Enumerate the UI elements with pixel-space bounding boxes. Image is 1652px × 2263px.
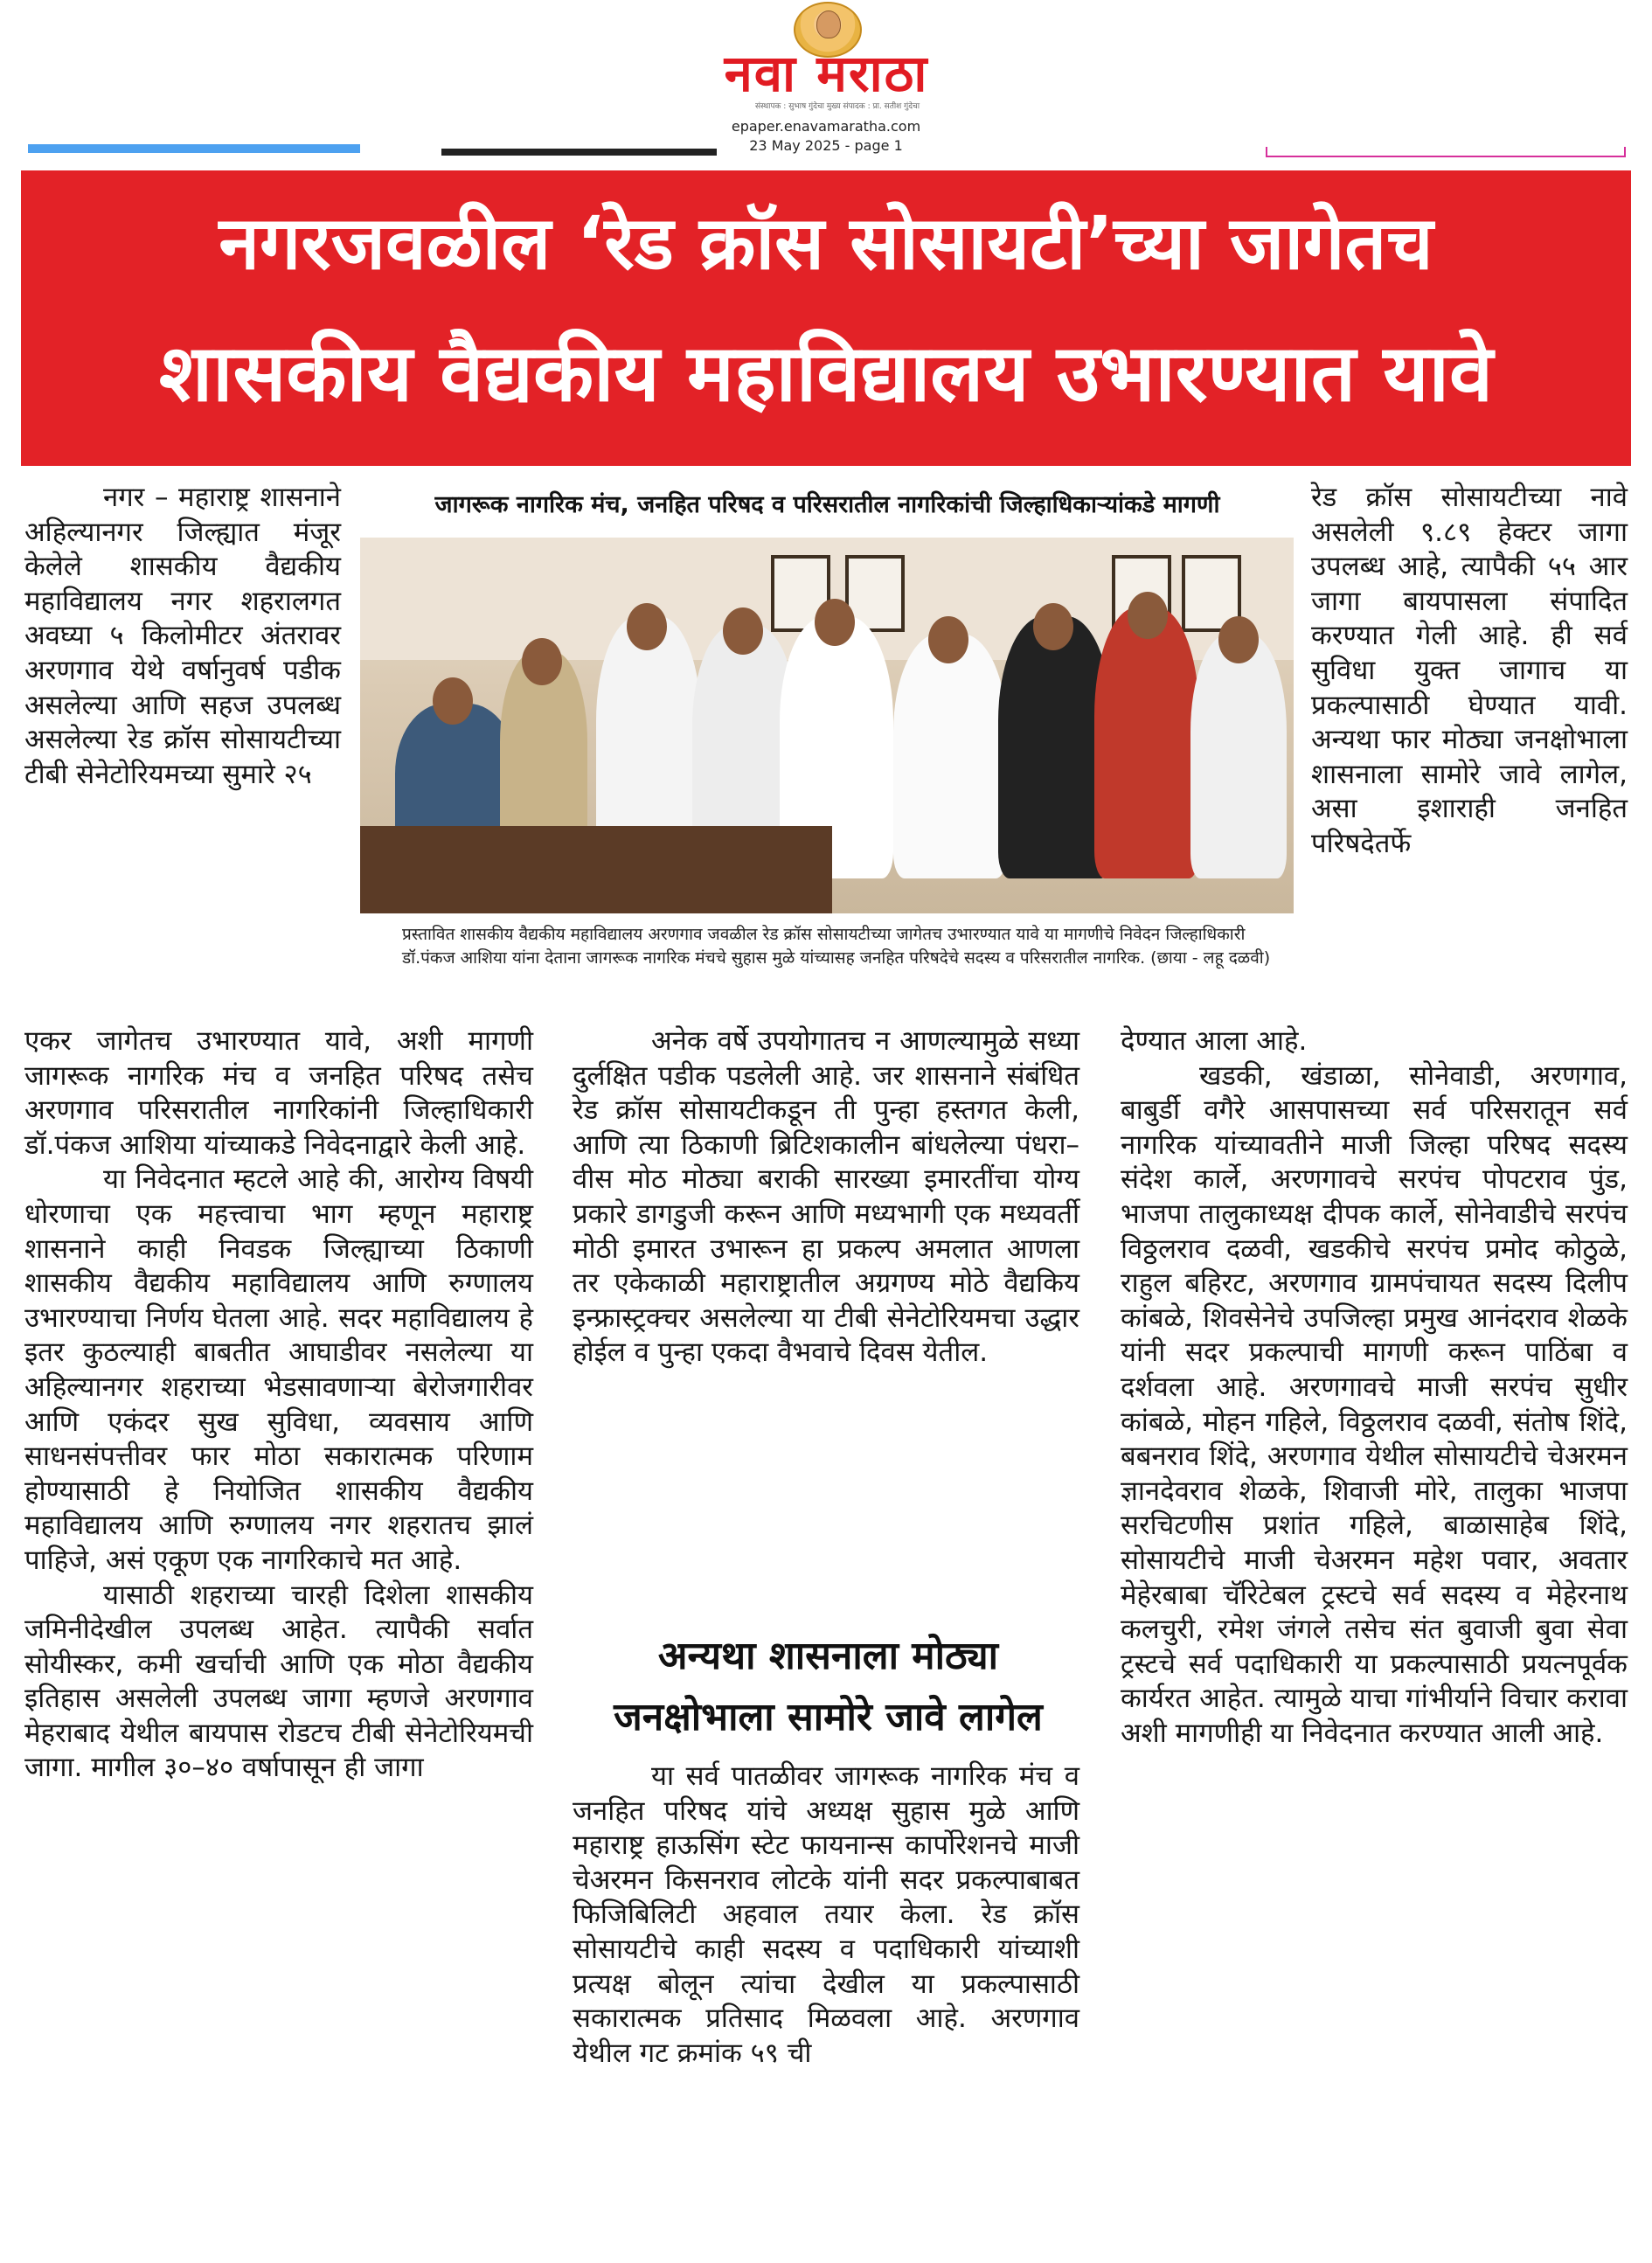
column-2-paragraph: या सर्व पातळीवर जागरूक नागरिक मंच व जनहित परिषद यांचे अध्यक्ष सुहास मुळे आणि महाराष्ट्र हाऊसिंग स्टेट फायनान्स कार्पोरेशनचे माजी चेअरमन किसनराव लोटके यांनी सदर प्रकल्पाबाबत फिजिबिलिटी अहवाल तयार केला. रेड क्रॉस सोसायटीचे काही सदस्य व पदाधिकारी यांच्याशी प्रत्यक्ष बोलून त्यांचा देखील या प्रकल्पासाठी सकारात्मक प्रतिसाद मिळवला आहे. अरणगाव येथील गट क्रमांक ५९ ची: [573, 1760, 1079, 2069]
column-3-bottom: [1121, 1024, 1628, 2248]
column-3-top: [1311, 481, 1628, 1023]
headline-line-1: नगरजवळील ‘रेड क्रॉस सोसायटी’च्या जागेतच: [219, 200, 1433, 286]
photo-person-head: [1033, 603, 1073, 650]
photo-person-head: [1128, 592, 1168, 639]
photo-person-head: [928, 616, 968, 663]
newspaper-logo: नवा मराठा: [724, 44, 929, 103]
column-2-paragraph: अनेक वर्षे उपयोगातच न आणल्यामुळे सध्या दुर्लक्षित पडीक पडलेली आहे. जर शासनाने संबंधित रेड क्रॉस सोसायटीकडून ती पुन्हा हस्तगत केली, आणि त्या ठिकाणी ब्रिटिशकालीन बांधलेल्या पंधरा–वीस मोठ मोठ्या बराकी सारख्या इमारतींचा योग्य प्रकारे डागडुजी करून आणि मध्यभागी एक मध्यवर्ती मोठी इमारत उभारून हा प्रकल्प अमलात आणला तर एकेकाळी महाराष्ट्रातील अग्रगण्य मोठे वैद्यकिय इन्फ्रास्ट्रक्चर असलेल्या या टीबी सेनेटोरियमचा उद्धार होईल व पुन्हा एकदा वैभवाचे दिवस येतील.: [573, 1025, 1079, 1369]
article-subheading: [559, 1626, 1097, 1748]
photo-person-head: [522, 638, 562, 685]
column-2-top: [573, 1024, 1079, 1610]
column-1-paragraph: एकर जागेतच उभारण्यात यावे, अशी मागणी जागरूक नागरिक मंच व जनहित परिषद तसेच अरणगाव परिसरातील नागरिकांनी जिल्हाधिकारी डॉ.पंकज आशिया यांच्याकडे निवेदनाद्वारे केली आहे.: [24, 1025, 533, 1161]
headline-line-2: शासकीय वैद्यकीय महाविद्यालय उभारण्यात यावे: [158, 328, 1493, 420]
photo-block: [354, 483, 1301, 995]
edition-date: 23 May 2025 - page 1: [749, 137, 903, 154]
epaper-url[interactable]: epaper.enavamaratha.com: [731, 118, 921, 135]
decorative-bar-middle: [441, 149, 717, 156]
photo-person-head: [815, 599, 855, 646]
photo-person-head: [1218, 616, 1259, 663]
news-photo: [360, 538, 1294, 913]
column-2-bottom: [573, 1760, 1079, 2249]
photo-desk: [360, 826, 832, 913]
photo-person: [1190, 634, 1287, 878]
column-1-bottom: [24, 1024, 533, 2248]
decorative-bar-right: [1266, 147, 1626, 157]
column-1-top: [24, 481, 341, 1023]
portrait-face-icon: [816, 10, 841, 38]
column-3-paragraph: देण्यात आला आहे.: [1121, 1025, 1308, 1057]
photo-caption: प्रस्तावित शासकीय वैद्यकीय महाविद्यालय अरणगाव जवळील रेड क्रॉस सोसायटीच्या जागेतच उभारण्यात यावे या मागणीचे निवेदन जिल्हाधिकारी डॉ.पंकज आशिया यांना देताना जागरूक नागरिक मंचचे सुहास मुळे यांच्यासह जनहित परिषदेचे सदस्य व परिसरातील नागरिक. (छाया - लहू दळवी): [402, 925, 1271, 968]
subheading-line-2: जनक्षोभाला सामोरे जावे लागेल: [614, 1695, 1043, 1739]
photo-person: [1094, 607, 1199, 878]
logo-tagline: संस्थापक : सुभाष गुंदेचा मुख्य संपादक : प्रा. सतीश गुंदेचा: [754, 102, 920, 111]
article-lead-paragraph: नगर – महाराष्ट्र शासनाने अहिल्यानगर जिल्ह्यात मंजूर केलेले शासकीय वैद्यकीय महाविद्यालय नगर शहरालगत अवघ्या ५ किलोमीटर अंतरावर अरणगाव येथे वर्षानुवर्ष पडीक असलेल्या आणि सहज उपलब्ध असलेल्या रेड क्रॉस सोसायटीच्या टीबी सेनेटोरियमच्या सुमारे २५: [24, 482, 341, 790]
photo-person-head: [433, 677, 473, 725]
photo-heading: जागरूक नागरिक मंच, जनहित परिषद व परिसरातील नागरिकांची जिल्हाधिकाऱ्यांकडे मागणी: [434, 491, 1220, 518]
column-3-paragraph: खडकी, खंडाळा, सोनेवाडी, अरणगाव, बाबुर्डी वगैरे आसपासच्या सर्व परिसरातून सर्व नागरिक यांच्यावतीने माजी जिल्हा परिषद सदस्य संदेश कार्ले, अरणगावचे सरपंच पोपटराव पुंड, भाजपा तालुकाध्यक्ष दीपक कार्ले, सोनेवाडीचे सरपंच विठ्ठलराव दळवी, खडकीचे सरपंच प्रमोद कोठुळे, राहुल बहिरट, अरणगाव ग्रामपंचायत सदस्य दिलीप कांबळे, शिवसेनेचे उपजिल्हा प्रमुख आनंदराव शेळके यांनी सदर प्रकल्पाची मागणी करून पाठिंबा व दर्शवला आहे. अरणगावचे माजी सरपंच सुधीर कांबळे, मोहन गहिले, विठ्ठलराव दळवी, संतोष शिंदे, बबनराव शिंदे, अरणगाव येथील सोसायटीचे चेअरमन ज्ञानदेवराव शेळके, शिवाजी मोरे, तालुका भाजपा सरचिटणीस प्रशांत गहिले, बाळासाहेब शिंदे, सोसायटीचे माजी चेअरमन महेश पवार, अवतार मेहेरबाबा चॅरिटेबल ट्रस्टचे सर्व सदस्य व मेहेरनाथ कलचुरी, रमेश जंगले तसेच संत बुवाजी बुवा सेवा ट्रस्टचे सर्व पदाधिकारी या प्रकल्पासाठी प्रयत्नपूर्वक कार्यरत आहेत. त्यामुळे याचा गांभीर्याने विचार करावा अशी मागणीही या निवेदनात करण्यात आली आहे.: [1121, 1059, 1628, 1749]
photo-person-head: [627, 603, 667, 650]
photo-person: [893, 634, 1007, 878]
headline-banner: [21, 170, 1631, 466]
decorative-bar-left: [28, 144, 360, 153]
masthead: [0, 0, 1652, 157]
column-1-paragraph: यासाठी शहराच्या चारही दिशेला शासकीय जमिनीदेखील उपलब्ध आहेत. त्यापैकी सर्वात सोयीस्कर, कमी खर्चाची आणि एक मोठा वैद्यकीय इतिहास असलेली उपलब्ध जागा म्हणजे अरणगाव मेहराबाद येथील बायपास रोडटच टीबी सेनेटोरियमची जागा. मागील ३०–४० वर्षापासून ही जागा: [24, 1579, 533, 1784]
column-3-paragraph: रेड क्रॉस सोसायटीच्या नावे असलेली ९.८९ हेक्टर जागा उपलब्ध आहे, त्यापैकी ५५ आर जागा बायपासला संपादित करण्यात गेली आहे. ही सर्व सुविधा युक्त जागाच या प्रकल्पासाठी घेण्यात यावी. अन्यथा फार मोठ्या जनक्षोभाला शासनाला सामोरे जावे लागेल, असा इशाराही जनहित परिषदेतर्फे: [1311, 482, 1628, 859]
photo-person-head: [723, 607, 763, 655]
edition-info: [682, 117, 970, 156]
subheading-line-1: अन्यथा शासनाला मोठ्या: [657, 1634, 999, 1678]
column-1-paragraph: या निवेदनात म्हटले आहे की, आरोग्य विषयी धोरणाचा एक महत्त्वाचा भाग म्हणून महाराष्ट्र शासनाने काही निवडक जिल्ह्याच्या ठिकाणी शासकीय वैद्यकीय महाविद्यालय आणि रुग्णालय उभारण्याचा निर्णय घेतला आहे. सदर महाविद्यालय हे इतर कुठल्याही बाबतीत आघाडीवर नसलेल्या या अहिल्यानगर शहराच्या भेडसावणाऱ्या बेरोजगारीवर आणि एकंदर सुख सुविधा, व्यवसाय आणि साधनसंपत्तीवर फार मोठा सकारात्मक परिणाम होण्यासाठी हे नियोजित शासकीय वैद्यकीय महाविद्यालय आणि रुग्णालय नगर शहरातच झालं पाहिजे, असं एकूण एक नागरिकाचे मत आहे.: [24, 1163, 533, 1576]
